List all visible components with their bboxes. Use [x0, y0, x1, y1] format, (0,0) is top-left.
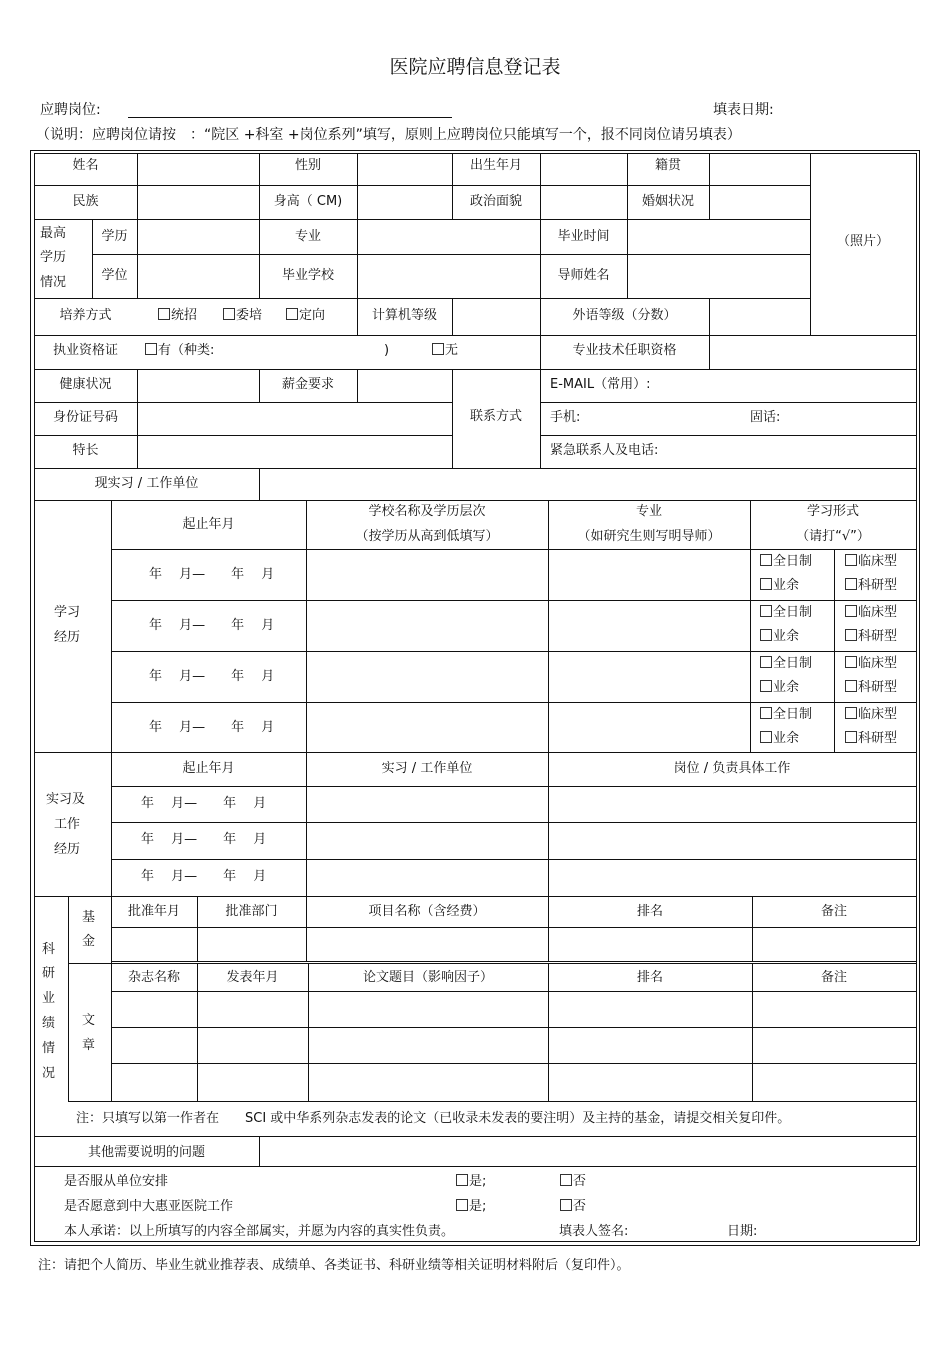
opt-obey-no[interactable]: [560, 1174, 586, 1190]
h-rule: [34, 153, 916, 154]
v-rule: [709, 298, 710, 335]
h-rule: [34, 500, 916, 501]
h-rule: [111, 702, 916, 703]
col-fund-2: 批准部门: [225, 904, 278, 919]
label-fund-1: 基: [82, 910, 96, 925]
col-paper-5: 备注: [820, 970, 847, 985]
checkbox[interactable]: [760, 605, 772, 617]
label-research-2: 研: [42, 966, 56, 981]
v-rule: [357, 153, 358, 254]
label-work-1: 实习及: [46, 792, 86, 807]
opt-research-2-label: 科研型: [858, 629, 898, 644]
label-paper-1: 文: [82, 1013, 96, 1028]
checkbox[interactable]: [223, 308, 235, 320]
opt-parttime-3[interactable]: [760, 680, 799, 696]
col-paper-4: 排名: [636, 970, 663, 985]
label-major: 专业: [294, 229, 321, 244]
opt-obey-no-label: 否: [573, 1174, 587, 1189]
h-rule: [111, 786, 916, 787]
col-paper-3: 论文题目（影响因子）: [362, 970, 493, 985]
h-rule: [34, 468, 916, 469]
h-rule: [68, 963, 916, 964]
position-input-line[interactable]: [128, 117, 452, 118]
h-rule: [111, 1063, 916, 1064]
label-height: 身高（ CM): [273, 194, 343, 209]
checkbox[interactable]: [760, 578, 772, 590]
opt-research-4[interactable]: [845, 731, 897, 747]
col-paper-2: 发表年月: [226, 970, 279, 985]
label-willing: 是否愿意到中大惠亚医院工作: [64, 1199, 234, 1214]
col-study-school-1: 学校名称及学历层次: [368, 504, 486, 519]
photo-placeholder: （照片）: [836, 234, 889, 249]
opt-obey-yes-label: 是;: [469, 1174, 487, 1189]
opt-license-yes[interactable]: [145, 343, 214, 359]
opt-clinical-2-label: 临床型: [858, 605, 898, 620]
checkbox[interactable]: [845, 656, 857, 668]
research-note: 注：只填写以第一作者在 SCI 或中华系列杂志发表的论文（已收录未发表的要注明）及主持的基金，请提交相关复印件。: [76, 1111, 791, 1126]
checkbox[interactable]: [845, 707, 857, 719]
v-rule: [540, 369, 541, 468]
checkbox[interactable]: [845, 629, 857, 641]
opt-clinical-2[interactable]: [845, 605, 897, 621]
checkbox[interactable]: [560, 1174, 572, 1186]
v-rule: [137, 369, 138, 468]
label-ethnic: 民族: [72, 194, 99, 209]
h-rule: [34, 435, 452, 436]
label-grad-time: 毕业时间: [557, 229, 610, 244]
v-rule: [916, 153, 917, 1241]
opt-parttime-1-label: 业余: [773, 578, 800, 593]
study-period-4: 年 月— 年 月: [149, 720, 275, 735]
opt-willing-yes-label: 是;: [469, 1199, 487, 1214]
opt-parttime-1[interactable]: [760, 578, 799, 594]
label-training: 培养方式: [59, 308, 112, 323]
opt-license-no[interactable]: [432, 343, 458, 359]
opt-commissioned-label: 委培: [236, 308, 263, 323]
h-rule: [111, 651, 916, 652]
col-fund-4: 排名: [636, 904, 663, 919]
opt-parttime-2-label: 业余: [773, 629, 800, 644]
label-paper-2: 章: [82, 1038, 96, 1053]
opt-willing-no-label: 否: [573, 1199, 587, 1214]
opt-parttime-4-label: 业余: [773, 731, 800, 746]
v-rule: [137, 219, 138, 298]
label-research-3: 业: [42, 991, 56, 1006]
checkbox[interactable]: [760, 656, 772, 668]
label-foreign: 外语等级（分数）: [572, 308, 677, 323]
v-rule: [627, 219, 628, 298]
col-fund-3: 项目名称（含经费）: [368, 904, 486, 919]
label-study-2: 经历: [54, 630, 81, 645]
label-degree: 学位: [101, 268, 128, 283]
h-rule: [34, 1136, 916, 1137]
col-study-major-2: （如研究生则写明导师）: [577, 529, 721, 544]
checkbox[interactable]: [456, 1199, 468, 1211]
opt-fulltime-1-label: 全日制: [773, 554, 813, 569]
label-study-1: 学习: [54, 605, 81, 620]
instruction-note: （说明：应聘岗位请按 ：“院区 +科室 +岗位系列”填写，原则上应聘岗位只能填写一个，报不同岗位请另填表）: [36, 127, 741, 143]
h-rule: [540, 402, 916, 403]
h-rule: [92, 254, 810, 255]
study-period-3: 年 月— 年 月: [149, 669, 275, 684]
study-period-1: 年 月— 年 月: [149, 567, 275, 582]
h-rule: [34, 1166, 916, 1167]
opt-directed-label: 定向: [299, 308, 326, 323]
opt-directed[interactable]: [286, 308, 325, 324]
col-study-school-2: （按学历从高到低填写）: [355, 529, 499, 544]
col-study-form-2: （请打“√”）: [796, 529, 870, 544]
h-rule: [111, 549, 916, 550]
col-work-post: 岗位 / 负责具体工作: [673, 761, 791, 776]
opt-unified[interactable]: [158, 308, 197, 324]
opt-clinical-4[interactable]: [845, 707, 897, 723]
opt-research-1-label: 科研型: [858, 578, 898, 593]
opt-clinical-1-label: 临床型: [858, 554, 898, 569]
label-marital: 婚姻状况: [641, 194, 694, 209]
opt-fulltime-4-label: 全日制: [773, 707, 813, 722]
opt-research-3-label: 科研型: [858, 680, 898, 695]
checkbox[interactable]: [560, 1199, 572, 1211]
label-edu-1: 最高: [40, 226, 67, 241]
opt-fulltime-2[interactable]: [760, 605, 812, 621]
label-birth: 出生年月: [469, 158, 522, 173]
checkbox[interactable]: [760, 707, 772, 719]
position-label: 应聘岗位:: [40, 102, 101, 118]
v-rule: [259, 1136, 260, 1166]
checkbox[interactable]: [145, 343, 157, 355]
label-research-6: 况: [42, 1066, 56, 1081]
opt-clinical-4-label: 临床型: [858, 707, 898, 722]
h-rule: [111, 961, 916, 962]
h-rule: [111, 859, 916, 860]
label-license: 执业资格证: [52, 343, 118, 358]
h-rule: [68, 1101, 916, 1102]
label-edu-3: 情况: [40, 275, 67, 290]
opt-fulltime-3[interactable]: [760, 656, 812, 672]
opt-clinical-1[interactable]: [845, 554, 897, 570]
label-research-1: 科: [42, 942, 56, 957]
checkbox[interactable]: [760, 554, 772, 566]
work-period-1: 年 月— 年 月: [141, 796, 267, 811]
opt-research-2[interactable]: [845, 629, 897, 645]
label-mentor: 导师姓名: [557, 268, 610, 283]
label-fund-2: 金: [82, 934, 96, 949]
checkbox[interactable]: [845, 605, 857, 617]
label-email: E-MAIL（常用）:: [550, 377, 651, 392]
col-study-form-1: 学习形式: [806, 504, 859, 519]
label-health: 健康状况: [59, 377, 112, 392]
opt-fulltime-3-label: 全日制: [773, 656, 813, 671]
checkbox[interactable]: [845, 731, 857, 743]
h-rule: [111, 600, 916, 601]
h-rule: [111, 991, 916, 992]
h-rule: [34, 298, 810, 299]
label-native: 籍贯: [654, 158, 681, 173]
label-computer: 计算机等级: [371, 308, 437, 323]
label-current-unit: 现实习 / 工作单位: [94, 476, 199, 491]
col-work-unit: 实习 / 工作单位: [381, 761, 473, 776]
label-gender: 性别: [294, 158, 321, 173]
label-signature: 填表人签名:: [559, 1224, 629, 1239]
checkbox[interactable]: [286, 308, 298, 320]
label-degree-edu: 学历: [101, 229, 128, 244]
footnote: 注：请把个人简历、毕业生就业推荐表、成绩单、各类证书、科研业绩等相关证明材料附后（复印件）。: [38, 1258, 630, 1273]
label-research-4: 绩: [42, 1016, 56, 1031]
date-label: 填表日期:: [713, 102, 774, 118]
label-phone: 固话:: [750, 410, 781, 425]
h-rule: [111, 927, 916, 928]
study-period-2: 年 月— 年 月: [149, 618, 275, 633]
h-rule: [34, 335, 916, 336]
label-contact: 联系方式: [469, 409, 522, 424]
v-rule: [259, 468, 260, 500]
checkbox[interactable]: [845, 554, 857, 566]
checkbox[interactable]: [432, 343, 444, 355]
h-rule: [540, 435, 916, 436]
label-edu-2: 学历: [40, 250, 67, 265]
label-political: 政治面貌: [469, 194, 522, 209]
label-emergency: 紧急联系人及电话:: [550, 443, 659, 458]
label-research-5: 情: [42, 1041, 56, 1056]
label-sign-date: 日期:: [727, 1224, 758, 1239]
opt-fulltime-1[interactable]: [760, 554, 812, 570]
h-rule: [111, 1027, 916, 1028]
h-rule: [34, 185, 810, 186]
checkbox[interactable]: [158, 308, 170, 320]
opt-research-4-label: 科研型: [858, 731, 898, 746]
form-title: 医院应聘信息登记表: [389, 56, 561, 78]
col-work-period: 起止年月: [182, 761, 235, 776]
label-mobile: 手机:: [550, 410, 581, 425]
col-fund-1: 批准年月: [127, 904, 180, 919]
checkbox[interactable]: [845, 680, 857, 692]
v-rule: [68, 896, 69, 1101]
h-rule: [34, 219, 810, 220]
v-rule: [834, 549, 835, 752]
opt-obey-yes[interactable]: [456, 1174, 486, 1190]
v-rule: [357, 254, 358, 298]
opt-parttime-3-label: 业余: [773, 680, 800, 695]
v-rule: [452, 298, 453, 335]
v-rule: [709, 153, 710, 219]
v-rule: [111, 500, 112, 752]
label-salary: 薪金要求: [281, 377, 334, 392]
h-rule: [34, 369, 916, 370]
label-specialty: 特长: [72, 443, 99, 458]
h-rule: [34, 402, 452, 403]
checkbox[interactable]: [456, 1174, 468, 1186]
col-paper-1: 杂志名称: [127, 970, 180, 985]
opt-research-1[interactable]: [845, 578, 897, 594]
checkbox[interactable]: [845, 578, 857, 590]
checkbox[interactable]: [760, 680, 772, 692]
label-work-3: 经历: [54, 842, 81, 857]
label-work-2: 工作: [54, 817, 81, 832]
col-study-period: 起止年月: [182, 517, 235, 532]
opt-clinical-3[interactable]: [845, 656, 897, 672]
opt-fulltime-2-label: 全日制: [773, 605, 813, 620]
checkbox[interactable]: [760, 629, 772, 641]
h-rule: [34, 752, 916, 753]
h-rule: [111, 822, 916, 823]
col-study-major-1: 专业: [635, 504, 662, 519]
opt-unified-label: 统招: [171, 308, 198, 323]
work-period-3: 年 月— 年 月: [141, 869, 267, 884]
label-grad-school: 毕业学校: [281, 268, 334, 283]
opt-research-3[interactable]: [845, 680, 897, 696]
label-tech-title: 专业技术任职资格: [572, 343, 677, 358]
v-rule: [709, 335, 710, 369]
opt-license-no-label: 无: [445, 343, 459, 358]
v-rule: [357, 369, 358, 402]
label-name: 姓名: [72, 158, 99, 173]
opt-willing-yes[interactable]: [456, 1199, 486, 1215]
h-rule: [34, 1241, 916, 1242]
work-period-2: 年 月— 年 月: [141, 832, 267, 847]
opt-license-yes-label: 有（种类:: [158, 343, 215, 358]
opt-parttime-2[interactable]: [760, 629, 799, 645]
label-other-issues: 其他需要说明的问题: [87, 1145, 205, 1160]
label-obey: 是否服从单位安排: [64, 1174, 169, 1189]
col-fund-5: 备注: [820, 904, 847, 919]
label-idcard: 身份证号码: [52, 410, 118, 425]
label-pledge: 本人承诺：以上所填写的内容全部属实，并愿为内容的真实性负责。: [64, 1224, 455, 1239]
opt-parttime-4[interactable]: [760, 731, 799, 747]
opt-clinical-3-label: 临床型: [858, 656, 898, 671]
h-rule: [34, 896, 916, 897]
opt-willing-no[interactable]: [560, 1199, 586, 1215]
license-paren: ): [384, 343, 390, 358]
opt-commissioned[interactable]: [223, 308, 262, 324]
opt-fulltime-4[interactable]: [760, 707, 812, 723]
checkbox[interactable]: [760, 731, 772, 743]
